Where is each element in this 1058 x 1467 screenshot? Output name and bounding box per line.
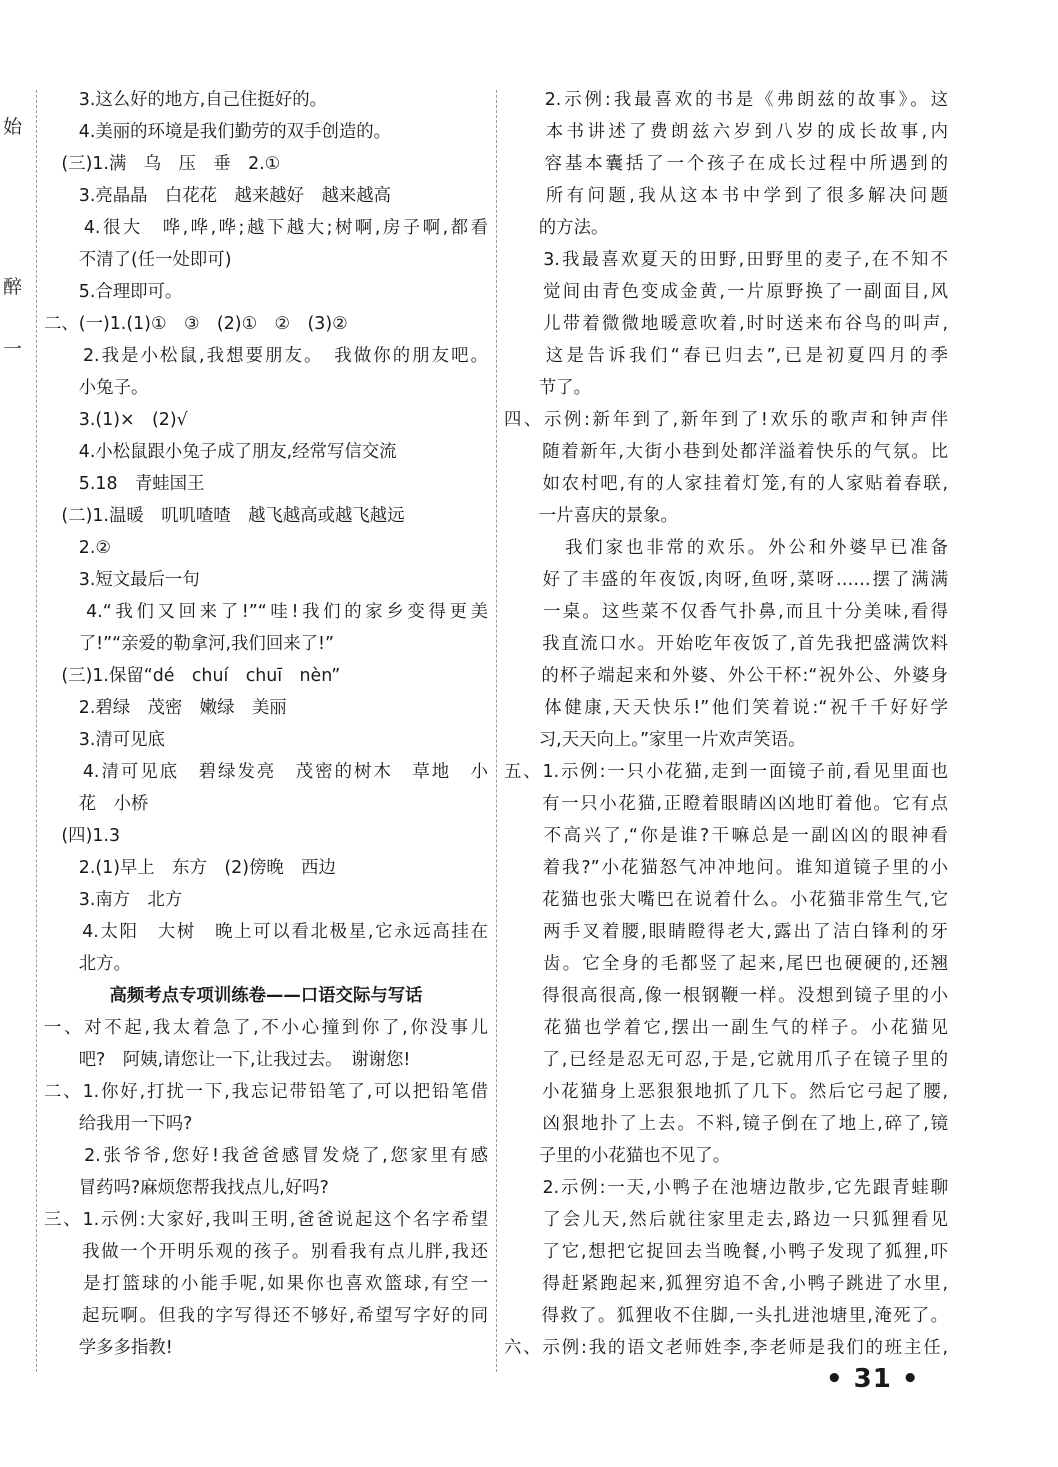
right-column: [504, 84, 948, 1364]
text-line: 起玩啊。但我的字写得还不够好,希望写字好的同: [44, 1306, 488, 1326]
text-line: (三)1.保留“dé chuí chuī nèn”: [44, 666, 341, 686]
text-line: 的方法。: [504, 218, 609, 238]
text-line: 3.南方 北方: [44, 890, 183, 910]
text-line: 花猫也学着它,摆出一副生气的样子。小花猫见: [504, 1018, 948, 1038]
text-line: 4.很大 哗,哗,哗;越下越大;树啊,房子啊,都看: [44, 218, 488, 238]
text-line: 四、示例:新年到了,新年到了!欢乐的歌声和钟声伴: [504, 410, 948, 430]
page-number: • 31 •: [826, 1364, 920, 1394]
text-line: 一桌。这些菜不仅香气扑鼻,而且十分美味,看得: [504, 602, 948, 622]
text-line: 齿。它全身的毛都竖了起来,尾巴也硬硬的,还翘: [504, 954, 948, 974]
text-line: 好了丰盛的年夜饭,肉呀,鱼呀,菜呀……摆了满满: [504, 570, 948, 590]
text-line: 花 小桥: [44, 794, 149, 814]
text-line: 5.合理即可。: [44, 282, 183, 302]
text-line: 得赶紧跑起来,狐狸穷追不舍,小鸭子跳进了水里,: [504, 1274, 948, 1294]
section-heading: 高频考点专项训练卷——口语交际与写话: [109, 986, 423, 1006]
text-line: 3.我最喜欢夏天的田野,田野里的麦子,在不知不: [504, 250, 948, 270]
text-line: 是打篮球的小能手呢,如果你也喜欢篮球,有空一: [44, 1274, 488, 1294]
text-line: 体健康,天天快乐!”他们笑着说:“祝千千好好学: [504, 698, 948, 718]
text-line: 小兔子。: [44, 378, 149, 398]
text-line: 我做一个开明乐观的孩子。别看我有点儿胖,我还: [44, 1242, 488, 1262]
text-line: 容基本囊括了一个孩子在成长过程中所遇到的: [504, 154, 948, 174]
margin-char-1: 始: [3, 116, 23, 138]
text-line: 花猫也张大嘴巴在说着什么。小花猫非常生气,它: [504, 890, 948, 910]
margin-char-3: 一: [3, 338, 23, 360]
text-line: 的杯子端起来和外婆、外公干杯:“祝外公、外婆身: [504, 666, 948, 686]
text-line: 2.张爷爷,您好!我爸爸感冒发烧了,您家里有感: [44, 1146, 488, 1166]
text-line: 了会儿天,然后就往家里走去,路边一只狐狸看见: [504, 1210, 948, 1230]
text-line: 4.太阳 大树 晚上可以看北极星,它永远高挂在: [44, 922, 488, 942]
text-line: 所有问题,我从这本书中学到了很多解决问题: [504, 186, 948, 206]
text-line: (二)1.温暖 叽叽喳喳 越飞越高或越飞越远: [44, 506, 405, 526]
text-line: 给我用一下吗?: [44, 1114, 193, 1134]
text-line: 了它,想把它捉回去当晚餐,小鸭子发现了狐狸,吓: [504, 1242, 948, 1262]
text-line: 2.②: [44, 538, 111, 558]
text-line: 觉间由青色变成金黄,一片原野换了一副面目,风: [504, 282, 948, 302]
text-line: 两手叉着腰,眼睛瞪得老大,露出了洁白锋利的牙: [504, 922, 948, 942]
text-line: 如农村吧,有的人家挂着灯笼,有的人家贴着春联,: [504, 474, 948, 494]
text-line: 2.碧绿 茂密 嫩绿 美丽: [44, 698, 287, 718]
text-line: 子里的小花猫也不见了。: [504, 1146, 731, 1166]
text-line: 3.清可见底: [44, 730, 165, 750]
text-line: 5.18 青蛙国王: [44, 474, 205, 494]
text-line: 本书讲述了费朗兹六岁到八岁的成长故事,内: [504, 122, 948, 142]
text-line: 3.(1)× (2)√: [44, 410, 188, 430]
text-line: 4.小松鼠跟小兔子成了朋友,经常写信交流: [44, 442, 397, 462]
text-line: 随着新年,大街小巷到处都洋溢着快乐的气氛。比: [504, 442, 948, 462]
left-column: [44, 84, 488, 1364]
text-line: 着我?”小花猫怒气冲冲地问。谁知道镜子里的小: [504, 858, 948, 878]
text-line: 3.亮晶晶 白花花 越来越好 越来越高: [44, 186, 392, 206]
text-line: 4.清可见底 碧绿发亮 茂密的树木 草地 小: [44, 762, 488, 782]
text-line: 不清了(任一处即可): [44, 250, 232, 270]
text-line: 这是告诉我们“春已归去”,已是初夏四月的季: [504, 346, 948, 366]
margin-char-2: 醉: [3, 276, 23, 298]
center-dashed-rule: [496, 90, 497, 1372]
text-line: 吧? 阿姨,请您让一下,让我过去。 谢谢您!: [44, 1050, 411, 1070]
text-line: 不高兴了,“你是谁?干嘛总是一副凶凶的眼神看: [504, 826, 948, 846]
text-line: 六、示例:我的语文老师姓李,李老师是我们的班主任,: [504, 1338, 948, 1358]
text-line: 二、(一)1.(1)① ③ (2)① ② (3)②: [44, 314, 348, 334]
text-line: 2.示例:一天,小鸭子在池塘边散步,它先跟青蛙聊: [504, 1178, 948, 1198]
text-line: 凶狠地扑了上去。不料,镜子倒在了地上,碎了,镜: [504, 1114, 948, 1134]
text-line: 4.“我们又回来了!”“哇!我们的家乡变得更美: [44, 602, 488, 622]
text-line: 三、1.示例:大家好,我叫王明,爸爸说起这个名字希望: [44, 1210, 488, 1230]
text-line: 五、1.示例:一只小花猫,走到一面镜子前,看见里面也: [504, 762, 948, 782]
text-line: 一片喜庆的景象。: [504, 506, 678, 526]
text-line: 我直流口水。开始吃年夜饭了,首先我把盛满饮料: [504, 634, 948, 654]
text-line: 小花猫身上恶狠狠地抓了几下。然后它弓起了腰,: [504, 1082, 948, 1102]
text-line: (四)1.3: [44, 826, 121, 846]
text-line: 2.我是小松鼠,我想要朋友。 我做你的朋友吧。: [44, 346, 488, 366]
text-line: 2.示例:我最喜欢的书是《弗朗兹的故事》。这: [504, 90, 948, 110]
text-line: 节了。: [504, 378, 591, 398]
text-line: 得救了。狐狸收不住脚,一头扎进池塘里,淹死了。: [504, 1306, 948, 1326]
left-margin-strip: [0, 0, 30, 1467]
text-line: 得很高很高,像一根钢鞭一样。没想到镜子里的小: [504, 986, 948, 1006]
text-line: 4.美丽的环境是我们勤劳的双手创造的。: [44, 122, 392, 142]
text-line: 了!”“亲爱的勒拿河,我们回来了!”: [44, 634, 334, 654]
text-line: 一、对不起,我太着急了,不小心撞到你了,你没事儿: [44, 1018, 488, 1038]
text-line: 了,已经是忍无可忍,于是,它就用爪子在镜子里的: [504, 1050, 948, 1070]
text-line: 3.这么好的地方,自己住挺好的。: [44, 90, 327, 110]
text-line: 二、1.你好,打扰一下,我忘记带铅笔了,可以把铅笔借: [44, 1082, 488, 1102]
text-line: 北方。: [44, 954, 131, 974]
text-line: 习,天天向上。”家里一片欢声笑语。: [504, 730, 806, 750]
text-line: 冒药吗?麻烦您帮我找点儿,好吗?: [44, 1178, 329, 1198]
text-line: (三)1.满 乌 压 垂 2.①: [44, 154, 281, 174]
text-line: 3.短文最后一句: [44, 570, 200, 590]
text-line: 我们家也非常的欢乐。外公和外婆早已准备: [504, 538, 948, 558]
text-line: 有一只小花猫,正瞪着眼睛凶凶地盯着他。它有点: [504, 794, 948, 814]
left-dashed-rule: [36, 90, 37, 1372]
text-line: 学多多指教!: [44, 1338, 173, 1358]
text-line: 儿带着微微地暖意吹着,时时送来布谷鸟的叫声,: [504, 314, 948, 334]
text-line: 2.(1)早上 东方 (2)傍晚 西边: [44, 858, 336, 878]
